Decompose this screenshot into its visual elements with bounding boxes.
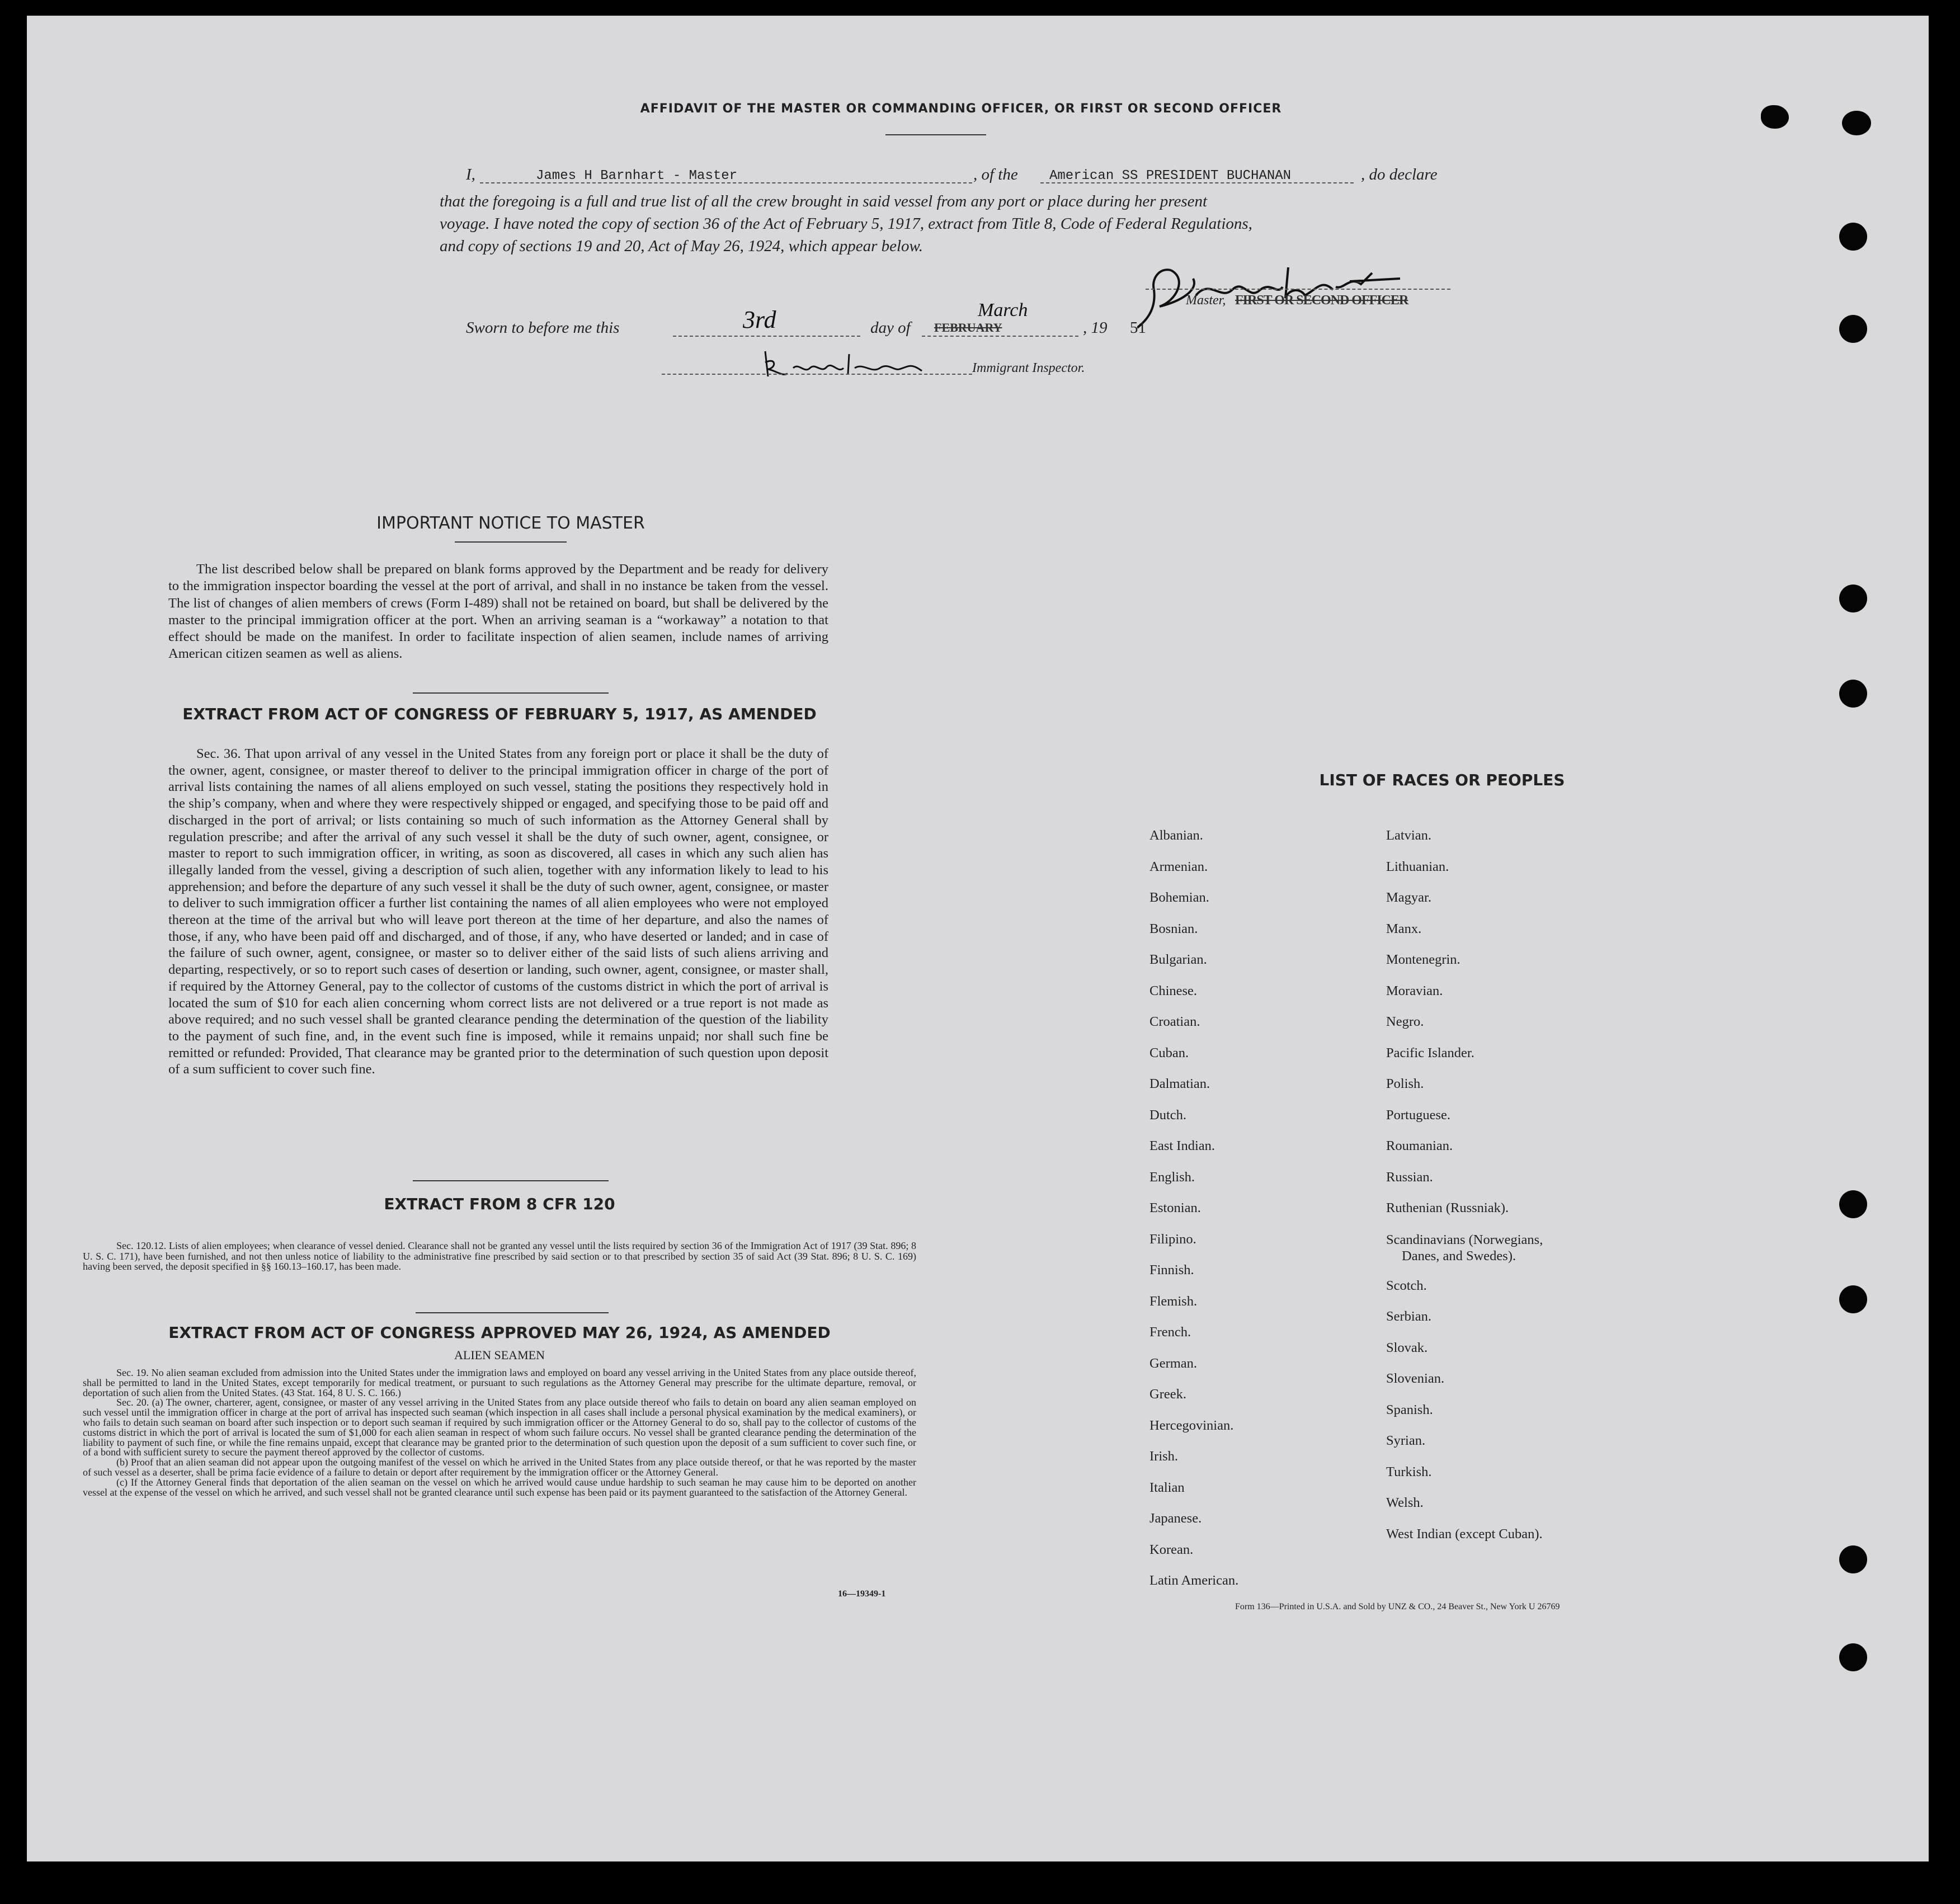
master-title: Master, [1186, 293, 1226, 308]
punch-hole [1839, 1285, 1867, 1313]
race-item: Ruthenian (Russniak). [1386, 1200, 1509, 1215]
race-item: Roumanian. [1386, 1138, 1453, 1153]
divider [413, 692, 609, 694]
race-item: Bohemian. [1149, 890, 1209, 905]
extract-1917-heading: EXTRACT FROM ACT OF CONGRESS OF FEBRUARY 5, 1917, AS AMENDED [182, 705, 817, 723]
race-item: Filipino. [1149, 1231, 1196, 1247]
races-heading: LIST OF RACES OR PEOPLES [1319, 771, 1565, 789]
extract-cfr-heading: EXTRACT FROM 8 CFR 120 [384, 1195, 615, 1213]
declaration-suffix: , do declare [1361, 166, 1438, 183]
race-item: Estonian. [1149, 1200, 1201, 1215]
race-item: Slovenian. [1386, 1371, 1445, 1386]
sworn-day: 3rd [743, 306, 776, 333]
race-item: Russian. [1386, 1169, 1433, 1185]
notice-body: The list described below shall be prepared on blank forms approved by the Department and be ready for delivery to the immigration inspector boarding the vessel at the port of arrival, and shall in no instance be taken from the vessel. The list of changes of alien members of crews (Form I-489) shall not be retained on board, but shall be delivered by the master to the principal immigration officer at the port. When an arriving seaman is a “workaway” a notation to that effect should be made on the manifest. In order to facilitate inspection of alien seamen, include names of arriving American citizen seamen as well as aliens. [168, 562, 828, 662]
sworn-year-prefix: , 19 [1083, 319, 1108, 337]
race-item: Cuban. [1149, 1045, 1189, 1061]
races-list-right [1386, 828, 1543, 1557]
punch-hole [1839, 1545, 1867, 1573]
sworn-month-line [922, 336, 1078, 337]
race-item: East Indian. [1149, 1138, 1215, 1153]
race-item: Spanish. [1386, 1402, 1433, 1417]
race-item: Manx. [1386, 921, 1422, 936]
race-item: Chinese. [1149, 983, 1198, 998]
inspector-signature-line [662, 374, 972, 375]
race-item: West Indian (except Cuban). [1386, 1526, 1543, 1542]
race-item: Welsh. [1386, 1495, 1424, 1510]
punch-hole [1839, 315, 1867, 343]
punch-hole [1761, 105, 1789, 129]
race-item: Magyar. [1386, 890, 1431, 905]
sworn-label: Sworn to before me this [466, 319, 620, 337]
affidavit-heading: AFFIDAVIT OF THE MASTER OR COMMANDING OFFICER, OR FIRST OR SECOND OFFICER [640, 102, 1282, 116]
extract-1917-body: Sec. 36. That upon arrival of any vessel in the United States from any foreign port or place it shall be the duty of the owner, agent, consignee, or master thereof to deliver to the principal immigration officer in charge of the port of arrival lists containing the names of all aliens employed on such vessel, stating the positions they respectively hold in the ship’s company, when and where they were respectively shipped or engaged, and specifying those to be paid off and discharged in the port of arrival; or lists containing so much of such information as the Attorney General shall by regulation prescribe; and after the arrival of any such vessel it shall be the duty of such owner, agent, consignee, or master to report to such immigration officer, in writing, as soon as discovered, all cases in which any such alien has illegally landed from the vessel, giving a description of such alien, together with any information likely to lead to his apprehension; and before the departure of any such vessel it shall be the duty of such owner, agent, consignee, or master to deliver to such immigration officer a further list containing the names of all alien employees who were not employed thereon at the time of the arrival but who will leave port thereon at the time of her departure, and also the names of those, if any, who have been paid off and discharged, and of those, if any, who have deserted or landed; and in case of the failure of such owner, agent, consignee, or master so to deliver either of the said lists of such aliens arriving and departing, respectively, or so to report such cases of desertion or landing, such owner, agent, consignee, or master shall, if required by the Attorney General, pay to the collector of customs of the customs district in which the port of arrival is located the sum of $10 for each alien concerning whom correct lists are not delivered or a true report is not made as above required; and no such vessel shall be granted clearance pending the determination of the question of the liability to the payment of such fine, and, in the event such fine is imposed, while it remains unpaid; nor shall such fine be remitted or refunded: Provided, That clearance may be granted prior to the determination of such question upon deposit of a sum sufficient to cover such fine. [168, 746, 828, 1077]
extract-1924-paragraph: (c) If the Attorney General finds that deportation of the alien seaman on the vessel on which he arrived would cause undue hardship to such seaman he may cause him to be deported on another vessel at the expense of the vessel on which he arrived, and such vessel shall not be granted clearance until such expense has been paid or its payment guaranteed to the satisfaction of the Attorney General. [83, 1476, 916, 1498]
master-name: James H Barnhart - Master [536, 168, 738, 183]
race-item: Portuguese. [1386, 1107, 1450, 1123]
punch-hole [1842, 111, 1871, 135]
divider [455, 541, 567, 543]
sworn-day-line [673, 336, 860, 337]
race-item: Croatian. [1149, 1014, 1200, 1029]
race-item: Bulgarian. [1149, 952, 1207, 967]
race-item: Negro. [1386, 1014, 1424, 1029]
race-item: Montenegrin. [1386, 952, 1460, 967]
extract-1924-paragraph: (b) Proof that an alien seaman did not appear upon the outgoing manifest of the vessel on which he arrived in the United States from any place outside thereof, or that he was reported by the master of such vessel as a deserter, shall be prima facie evidence of a failure to detain or deport after requirement by the immigration officer or the Attorney General. [83, 1457, 916, 1478]
inspector-title: Immigrant Inspector. [972, 361, 1085, 375]
form-footer: Form 136—Printed in U.S.A. and Sold by UNZ & CO., 24 Beaver St., New York U 26769 [1235, 1602, 1560, 1611]
race-item: German. [1149, 1355, 1198, 1371]
race-item: French. [1149, 1325, 1191, 1340]
punch-hole [1839, 1643, 1867, 1671]
sworn-day-of: day of [870, 319, 911, 337]
race-item: Latin American. [1149, 1573, 1239, 1588]
race-item: Polish. [1386, 1076, 1424, 1091]
race-item: English. [1149, 1169, 1195, 1185]
race-item: Korean. [1149, 1542, 1194, 1557]
declaration-of-the: , of the [973, 166, 1018, 183]
race-item: Finnish. [1149, 1262, 1194, 1278]
extract-1924-heading: EXTRACT FROM ACT OF CONGRESS APPROVED MAY 26, 1924, AS AMENDED [168, 1323, 831, 1342]
divider [413, 1180, 609, 1181]
declaration-prefix: I, [466, 166, 475, 183]
race-item: Flemish. [1149, 1293, 1198, 1309]
races-list-left [1149, 828, 1238, 1604]
race-item: Scandinavians (Norwegians, [1386, 1232, 1543, 1247]
extract-1924-subheading: ALIEN SEAMEN [454, 1348, 545, 1362]
race-item: Scotch. [1386, 1278, 1427, 1293]
struck-title-text: FIRST OR SECOND OFFICER [1235, 293, 1408, 308]
punch-hole [1839, 1190, 1867, 1218]
declaration-body [440, 190, 1502, 257]
race-item: Irish. [1149, 1449, 1179, 1464]
sworn-month: March [978, 300, 1028, 321]
sworn-month-struck: FEBRUARY [934, 321, 1002, 334]
declaration-line: that the foregoing is a full and true list of all the crew brought in said vessel from any port or place during her present [440, 192, 1208, 210]
race-item: Albanian. [1149, 828, 1203, 843]
sworn-year: 51 [1130, 319, 1146, 337]
declaration-line: and copy of sections 19 and 20, Act of May 26, 1924, which appear below. [440, 237, 923, 255]
race-item: Dutch. [1149, 1107, 1186, 1123]
master-signature-line [1146, 289, 1450, 290]
race-item: Bosnian. [1149, 921, 1198, 936]
declaration-line: voyage. I have noted the copy of section 36 of the Act of February 5, 1917, extract from Title 8, Code of Federal Regulations, [440, 215, 1252, 233]
divider [885, 134, 986, 135]
vessel-name: American SS PRESIDENT BUCHANAN [1049, 168, 1292, 183]
divider [416, 1312, 609, 1313]
race-item: Dalmatian. [1149, 1076, 1210, 1091]
race-item: Slovak. [1386, 1340, 1428, 1355]
notice-heading: IMPORTANT NOTICE TO MASTER [376, 513, 645, 533]
punch-hole [1839, 680, 1867, 708]
race-item-multiline [1386, 1232, 1543, 1278]
inspector-signature [760, 346, 972, 385]
race-item: Lithuanian. [1386, 859, 1449, 874]
race-item: Latvian. [1386, 828, 1431, 843]
extract-1924-paragraph: Sec. 20. (a) The owner, charterer, agent, consignee, or master of any vessel arriving in the United States from any place outside thereof who fails to detain on board any alien seaman employed on such vessel until the immigration officer in charge at the port of arrival has inspected such seaman (which inspection in all cases shall include a personal physical examination by the medical examiners), or who fails to detain such seaman on board after such inspection or to deport such seaman if required by such immigration officer or the Attorney General to do so, shall pay to the collector of customs of the customs district in which the port of arrival is located the sum of $1,000 for each alien seaman in respect of whom such failure occurs. No vessel shall be granted clearance pending the determination of the liability to payment of such fine, or while the fine remains unpaid, except that clearance may be granted prior to the determination of such question upon the deposit of a sum sufficient to cover such fine, or of a bond with sufficient surety to secure the payment thereof approved by the collector of customs. [83, 1397, 916, 1458]
race-item: Moravian. [1386, 983, 1443, 998]
race-item: Italian [1149, 1479, 1185, 1495]
form-number-left: 16—19349-1 [838, 1589, 886, 1599]
document-page [27, 16, 1929, 1861]
struck-title [1235, 293, 1408, 308]
race-item: Danes, and Swedes). [1402, 1248, 1516, 1264]
race-item: Syrian. [1386, 1433, 1426, 1448]
extract-1924-body [83, 1368, 916, 1497]
extract-cfr-body: Sec. 120.12. Lists of alien employees; when clearance of vessel denied. Clearance shall not be granted any vessel until the lists required by section 36 of the Immigration Act of 1917 (39 Stat. 896; 8 U. S. C. 171), have been furnished, and not then unless notice of liability to the administrative fine prescribed by said section or to that prescribed by section 35 of said Act (39 Stat. 896; 8 U. S. C. 169) having been served, the deposit specified in §§ 160.13–160.17, has been made. [83, 1240, 916, 1272]
race-item: Greek. [1149, 1387, 1186, 1402]
race-item: Pacific Islander. [1386, 1045, 1474, 1061]
race-item: Turkish. [1386, 1464, 1432, 1479]
race-item: Serbian. [1386, 1309, 1431, 1324]
extract-1924-paragraph: Sec. 19. No alien seaman excluded from admission into the United States under the immigration laws and employed on board any vessel arriving in the United States from any place outside thereof, shall be permitted to land in the United States, except temporarily for medical treatment, or pursuant to such regulations as the Attorney General may prescribe for the ultimate departure, removal, or deportation of such alien from the United States. (43 Stat. 164, 8 U. S. C. 166.) [83, 1367, 916, 1398]
punch-hole [1839, 223, 1867, 251]
race-item: Japanese. [1149, 1511, 1202, 1526]
punch-hole [1839, 585, 1867, 612]
race-item: Armenian. [1149, 859, 1208, 874]
race-item: Hercegovinian. [1149, 1417, 1234, 1433]
